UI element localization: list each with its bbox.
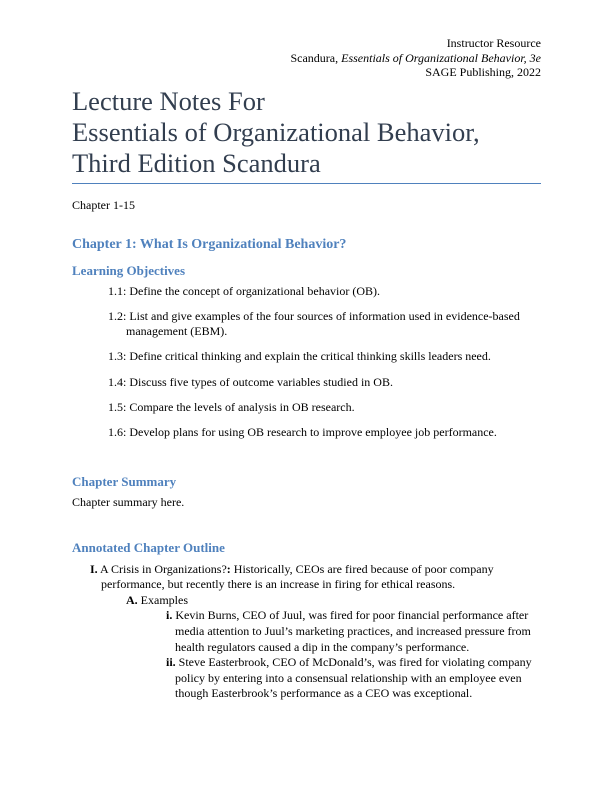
outline-marker: ii. [166,655,176,670]
title-line-1: Lecture Notes For [72,85,265,116]
header-book-title: Essentials of Organizational Behavior, 3e [341,50,541,65]
header-line-2 [72,51,541,66]
outline-item-1 [72,562,541,593]
chapter-outline [72,562,541,702]
outline-subitem-text: Kevin Burns, CEO of Juul, was fired for poor financial performance after media attention to Juul’s marketing practices, and increased pressure from health regulators caused a dip in the company’s performance. [172,608,531,654]
outline-subitem-text: Steve Easterbrook, CEO of McDonald’s, was fired for violating company policy by entering into a consensual relationship with an employee even though Easterbrook’s performance as a CEO was exceptional. [175,655,532,701]
objective-item: 1.5: Compare the levels of analysis in OB research. [108,399,355,414]
outline-subitem [72,655,541,702]
document-page [72,36,541,702]
outline-subitem [72,608,541,655]
objective-item: 1.3: Define critical thinking and explain the critical thinking skills leaders need. [108,349,491,364]
learning-objectives-list [72,284,541,441]
title-line-3: Third Edition Scandura [72,147,321,178]
outline-heading: Annotated Chapter Outline [72,539,225,555]
learning-objectives-heading: Learning Objectives [72,262,186,278]
chapter-summary-heading: Chapter Summary [72,473,177,489]
header-line-1: Instructor Resource [446,36,541,50]
objective-item: 1.6: Develop plans for using OB research to improve employee job performance. [108,425,497,440]
chapter-heading: Chapter 1: What Is Organizational Behavior? [72,236,347,252]
header-author: Scandura, [290,50,342,65]
objective-item: 1.1: Define the concept of organizational behavior (OB). [108,283,381,298]
outline-marker: I. [90,561,98,576]
resource-header [72,36,541,80]
outline-colon: : [226,561,231,576]
outline-item-title: A Crisis in Organizations? [100,561,227,576]
chapter-range: Chapter 1-15 [72,197,135,212]
outline-marker: i. [166,608,173,623]
objective-item: 1.2: List and give examples of the four sources of information used in evidence-based management (EBM). [108,308,520,339]
outline-marker: A. [126,592,138,607]
chapter-summary-text: Chapter summary here. [72,494,185,509]
title-line-2: Essentials of Organizational Behavior, [72,116,480,147]
header-line-3: SAGE Publishing, 2022 [425,65,541,79]
outline-item-a [72,593,541,609]
objective-item: 1.4: Discuss five types of outcome variables studied in OB. [108,374,393,389]
document-title [72,86,541,184]
outline-item-text: Historically, CEOs are fired because of poor company performance, but recently there is an increase in firing for ethical reasons. [101,561,494,592]
outline-item-text: Examples [137,592,188,607]
